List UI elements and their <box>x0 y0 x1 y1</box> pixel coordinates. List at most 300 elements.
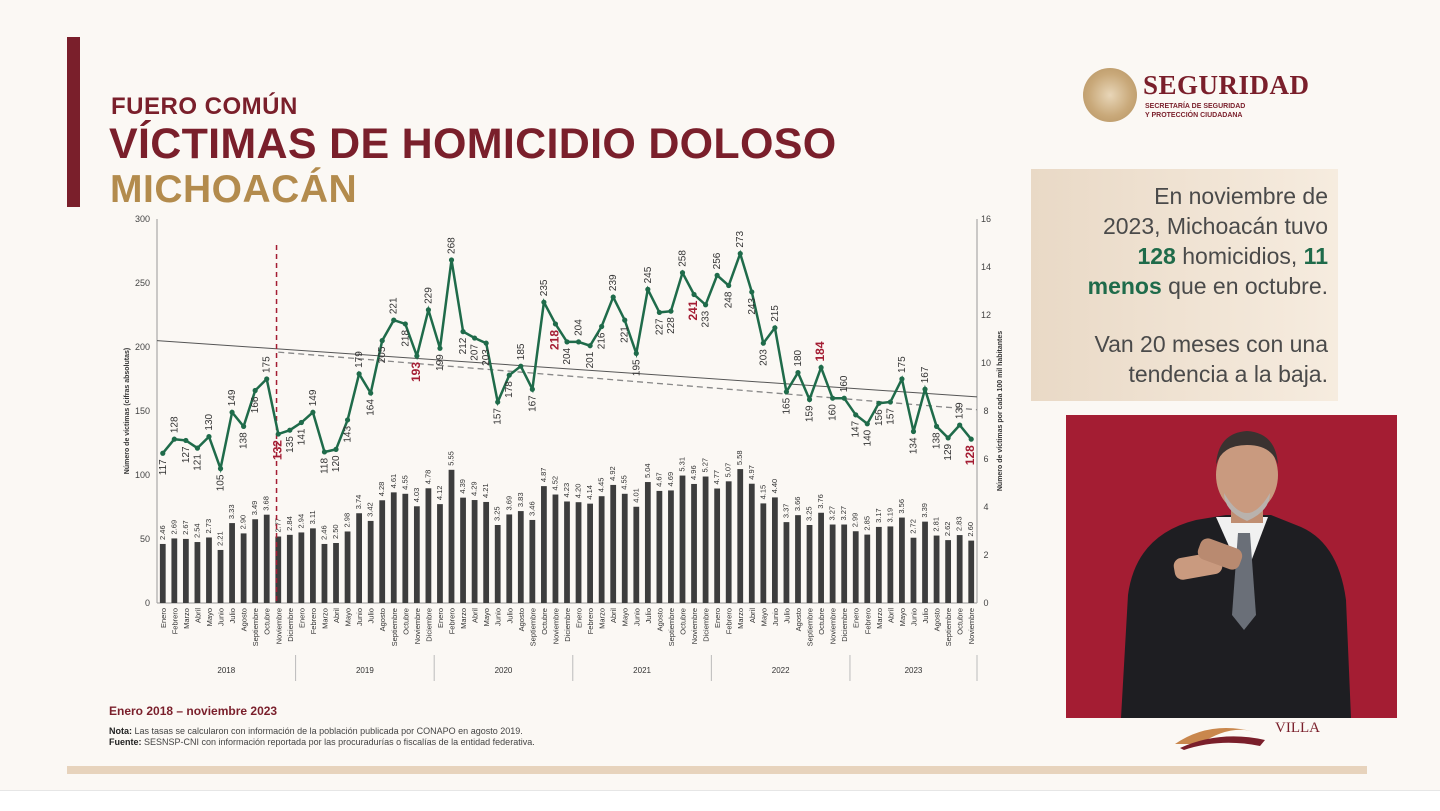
rate-bar-label: 2.69 <box>169 519 179 535</box>
victims-label: 204 <box>573 319 585 336</box>
rate-bar <box>922 522 928 603</box>
rate-bar <box>495 525 501 603</box>
victims-point <box>518 364 523 369</box>
y-right-tick-label: 4 <box>983 502 989 512</box>
rate-bar-label: 2.67 <box>180 520 190 535</box>
month-tick-label: Marzo <box>320 608 330 629</box>
victims-label: 245 <box>642 266 654 284</box>
victims-point <box>911 429 916 434</box>
victims-point <box>426 307 431 312</box>
rate-bar-label: 3.69 <box>504 495 514 511</box>
victims-label-highlight: 184 <box>813 341 828 362</box>
victims-point <box>576 339 581 344</box>
program-logo-text: VILLA <box>1275 720 1320 736</box>
month-tick-label: Julio <box>228 608 238 624</box>
rate-bar-label: 4.28 <box>377 481 387 497</box>
victims-label: 140 <box>862 429 874 447</box>
slide-title: VÍCTIMAS DE HOMICIDIO DOLOSO <box>109 120 837 168</box>
victims-point <box>680 270 685 275</box>
victims-label: 221 <box>388 297 400 315</box>
victims-label: 129 <box>943 443 955 461</box>
victims-point <box>322 449 327 454</box>
month-tick-label: Enero <box>851 608 861 629</box>
month-tick-label: Junio <box>770 608 780 626</box>
rate-bar-label: 3.25 <box>804 506 814 521</box>
victims-point <box>460 329 465 334</box>
rate-bar-label: 3.37 <box>781 503 791 519</box>
callout-line-4 <box>1028 271 1328 301</box>
month-tick-label: Agosto <box>239 608 249 632</box>
victims-point <box>414 353 419 358</box>
victims-point <box>472 335 477 340</box>
rate-bar-label: 4.40 <box>769 478 779 494</box>
rate-bar-label: 4.14 <box>585 485 595 500</box>
month-tick-label: Enero <box>158 608 168 629</box>
rate-bar <box>426 488 432 603</box>
rate-bar-label: 2.21 <box>215 531 225 546</box>
source-line <box>109 737 535 748</box>
note-label: Nota: <box>109 726 132 736</box>
victims-label: 235 <box>538 279 550 297</box>
rate-bar-label: 2.81 <box>931 516 941 532</box>
victims-label: 195 <box>631 359 643 377</box>
rate-bar <box>391 492 397 603</box>
rate-bar-label: 4.97 <box>746 465 756 480</box>
year-label: 2022 <box>771 666 790 675</box>
month-tick-label: Mayo <box>620 608 630 627</box>
period-label: Enero 2018 – noviembre 2023 <box>109 704 278 718</box>
year-label: 2023 <box>904 666 923 675</box>
rate-bar <box>703 477 709 603</box>
victims-point <box>218 466 223 471</box>
rate-bar-label: 2.98 <box>342 512 352 528</box>
month-tick-label: Febrero <box>308 608 318 635</box>
victims-point <box>403 321 408 326</box>
rate-bar-label: 3.17 <box>873 508 883 523</box>
rate-bar-label: 4.03 <box>411 487 421 503</box>
callout-paragraph-1 <box>1028 181 1328 301</box>
month-tick-label: Marzo <box>874 608 884 629</box>
rate-bar-label: 2.54 <box>192 523 202 539</box>
rate-bar <box>737 469 743 603</box>
y-left-tick-label: 0 <box>144 598 150 608</box>
victims-point <box>842 396 847 401</box>
y-left-tick-label: 300 <box>134 214 150 224</box>
victims-point <box>830 396 835 401</box>
victims-point <box>264 376 269 381</box>
victims-point <box>795 370 800 375</box>
y-right-tick-label: 14 <box>980 262 992 272</box>
rate-bar <box>171 538 177 603</box>
victims-point <box>391 318 396 323</box>
rate-bar-label: 4.20 <box>573 483 583 499</box>
victims-point <box>183 438 188 443</box>
rate-bar-label: 3.25 <box>492 506 502 521</box>
callout-value: 128 <box>1137 243 1176 269</box>
victims-point <box>530 387 535 392</box>
month-tick-label: Septiembre <box>251 608 261 647</box>
victims-label: 175 <box>896 356 908 373</box>
month-tick-label: Noviembre <box>690 608 700 645</box>
rate-bar <box>183 539 189 603</box>
rate-bar-label: 4.55 <box>400 475 410 490</box>
victims-point <box>876 401 881 406</box>
month-tick-label: Septiembre <box>389 608 399 647</box>
program-logo <box>1170 718 1340 750</box>
rate-bar <box>287 535 293 603</box>
month-tick-label: Diciembre <box>701 608 711 642</box>
y-right-tick-label: 2 <box>983 550 989 560</box>
rate-bar-label: 4.77 <box>712 469 722 485</box>
victims-label: 149 <box>227 389 239 407</box>
victims-label: 167 <box>527 395 539 412</box>
month-tick-label: Abril <box>609 608 619 624</box>
rate-bar <box>818 513 824 603</box>
victims-label: 160 <box>827 404 839 421</box>
rate-bar-label: 2.99 <box>850 512 860 528</box>
victims-label: 157 <box>492 408 504 425</box>
victims-label: 121 <box>192 454 204 471</box>
rate-bar <box>356 513 362 603</box>
rate-bar-label: 4.92 <box>608 466 618 481</box>
victims-point <box>587 343 592 348</box>
victims-label: 204 <box>562 347 573 365</box>
rate-bar <box>310 528 316 603</box>
rate-bar-label: 3.46 <box>527 501 537 516</box>
victims-label: 203 <box>758 349 770 366</box>
month-tick-label: Julio <box>782 608 792 624</box>
victims-label: 205 <box>377 346 389 364</box>
rate-bar-label: 4.23 <box>562 482 571 498</box>
month-tick-label: Junio <box>355 608 365 626</box>
month-tick-label: Octubre <box>401 608 411 635</box>
month-tick-label: Abril <box>332 608 342 624</box>
rate-bar-label: 3.42 <box>365 502 375 517</box>
month-tick-label: Julio <box>505 608 515 624</box>
month-tick-label: Mayo <box>343 608 353 627</box>
rate-bar <box>726 481 732 603</box>
month-tick-label: Octubre <box>955 608 965 635</box>
rate-bar <box>934 536 940 603</box>
rate-bar <box>160 544 166 603</box>
rate-bar-label: 2.62 <box>943 521 953 537</box>
note-line <box>109 726 535 737</box>
victims-point <box>495 399 500 404</box>
victims-point <box>310 410 315 415</box>
logo-subtitle <box>1145 102 1335 120</box>
victims-label-highlight: 241 <box>686 300 701 321</box>
rate-bar <box>876 527 882 603</box>
rate-bar-label: 4.78 <box>423 469 433 485</box>
rate-bar <box>691 484 697 603</box>
callout-diff-word: menos <box>1087 273 1162 299</box>
rate-bar <box>345 531 351 603</box>
rate-bar-label: 3.49 <box>250 500 260 516</box>
rate-bar-label: 4.15 <box>758 484 768 500</box>
interpreter-figure <box>1066 415 1397 718</box>
victims-label: 243 <box>746 297 758 315</box>
victims-label-highlight: 132 <box>270 440 285 461</box>
victims-point <box>206 434 211 439</box>
rate-bar-label: 3.66 <box>792 496 802 512</box>
rate-bar <box>633 507 639 603</box>
victims-label: 135 <box>284 436 296 453</box>
victims-label: 201 <box>585 351 597 369</box>
month-tick-label: Noviembre <box>828 608 838 645</box>
rate-bar-label: 4.39 <box>458 479 468 494</box>
month-tick-label: Abril <box>747 608 757 624</box>
month-tick-label: Agosto <box>932 608 942 632</box>
victims-point <box>634 351 639 356</box>
victims-label: 229 <box>423 287 435 304</box>
rate-bar <box>784 522 790 603</box>
rate-bar-label: 2.85 <box>862 515 872 531</box>
month-tick-label: Diciembre <box>424 608 434 642</box>
rate-bar <box>680 476 686 603</box>
victims-label: 139 <box>954 402 966 420</box>
victims-point <box>449 257 454 262</box>
rate-bar-label: 4.52 <box>550 475 560 491</box>
source-label: Fuente: <box>109 737 142 747</box>
year-label: 2020 <box>494 666 513 675</box>
logo-subtitle-line1: SECRETARÍA DE SEGURIDAD <box>1145 103 1246 110</box>
month-tick-label: Septiembre <box>528 608 538 647</box>
victims-point <box>726 283 731 288</box>
rate-bar <box>668 490 674 603</box>
rate-bar <box>864 535 870 603</box>
month-tick-label: Septiembre <box>666 608 676 647</box>
victims-point <box>922 387 927 392</box>
month-tick-label: Marzo <box>459 608 469 629</box>
logo-subtitle-line2: Y PROTECCIÓN CIUDADANA <box>1145 112 1243 119</box>
victims-point <box>899 376 904 381</box>
victims-point <box>703 302 708 307</box>
month-tick-label: Agosto <box>378 608 388 632</box>
victims-point <box>668 309 673 314</box>
victims-label: 216 <box>596 332 608 350</box>
callout-line-6: tendencia a la baja. <box>1128 361 1328 387</box>
rate-bar <box>414 506 420 603</box>
screen-bottom-edge <box>0 790 1440 811</box>
rate-bar <box>760 503 766 603</box>
victims-point <box>241 424 246 429</box>
victims-label: 207 <box>469 344 481 361</box>
rate-bar-label: 3.11 <box>307 510 317 525</box>
rate-bar <box>714 489 720 603</box>
y-left-tick-label: 50 <box>139 534 150 544</box>
month-tick-label: Noviembre <box>412 608 422 645</box>
rate-bar <box>772 497 778 603</box>
victims-point <box>541 300 546 305</box>
rate-bar-label: 4.87 <box>538 467 548 483</box>
victims-point <box>484 341 489 346</box>
rate-bar-label: 2.60 <box>966 521 976 537</box>
victims-point <box>761 341 766 346</box>
callout-line-1: En noviembre de <box>1154 183 1328 209</box>
national-seal-icon <box>1083 68 1137 122</box>
victims-label: 134 <box>908 437 920 455</box>
year-label: 2018 <box>217 666 236 675</box>
note-text: Las tasas se calcularon con información de la población publicada por CONAPO en agosto 2019. <box>132 726 523 736</box>
victims-label: 256 <box>712 252 724 270</box>
rate-bar <box>610 485 616 603</box>
victims-label: 199 <box>434 354 446 371</box>
month-tick-label: Febrero <box>724 608 734 635</box>
month-tick-label: Marzo <box>736 608 746 629</box>
victims-label: 138 <box>931 432 943 450</box>
rate-bar <box>402 494 408 603</box>
footnotes <box>109 726 535 748</box>
callout-line-5: Van 20 meses con una <box>1094 331 1328 357</box>
rate-bar <box>657 491 663 603</box>
month-tick-label: Febrero <box>447 608 457 635</box>
rate-bar <box>541 486 547 603</box>
rate-bar-label: 3.39 <box>920 503 930 518</box>
rate-bar-label: 3.74 <box>354 494 364 510</box>
month-tick-label: Noviembre <box>967 608 977 645</box>
rate-bar <box>645 482 651 603</box>
rate-bar <box>483 502 489 603</box>
victims-label: 212 <box>458 337 470 355</box>
month-tick-label: Septiembre <box>805 608 815 647</box>
rate-bar <box>379 500 385 603</box>
victims-point <box>276 431 281 436</box>
victims-point <box>645 287 650 292</box>
rate-bar <box>830 525 836 603</box>
victims-label: 167 <box>920 366 932 384</box>
rate-bar <box>887 526 893 603</box>
victims-label: 156 <box>873 409 885 427</box>
victims-label: 227 <box>654 318 666 336</box>
victims-point <box>853 412 858 417</box>
month-tick-label: Enero <box>435 608 445 629</box>
rate-bar <box>322 544 328 603</box>
victims-label: 164 <box>365 399 377 416</box>
rate-bar-label: 4.21 <box>481 483 491 498</box>
rate-bar-label: 4.45 <box>596 477 606 493</box>
rate-bar <box>587 504 593 603</box>
victims-point <box>160 451 165 456</box>
rate-bar-label: 3.76 <box>816 494 826 509</box>
rate-bar-label: 4.29 <box>469 481 479 497</box>
month-tick-label: Mayo <box>204 608 214 627</box>
victims-point <box>368 390 373 395</box>
month-tick-label: Abril <box>886 608 896 624</box>
victims-point <box>818 365 823 370</box>
rate-bar <box>749 484 755 603</box>
victims-label: 239 <box>608 274 620 292</box>
month-tick-label: Agosto <box>655 608 665 632</box>
y-right-tick-label: 16 <box>980 214 992 224</box>
month-tick-label: Marzo <box>597 608 607 629</box>
rate-bar <box>437 504 443 603</box>
month-tick-label: Abril <box>193 608 203 624</box>
victims-label: 159 <box>804 405 816 423</box>
callout-diff: 11 <box>1303 243 1328 269</box>
month-tick-label: Noviembre <box>274 608 284 645</box>
victims-label: 128 <box>169 416 181 434</box>
month-tick-label: Octubre <box>678 608 688 635</box>
rate-bar-label: 2.84 <box>284 516 294 531</box>
y-left-tick-label: 100 <box>134 470 150 480</box>
victims-label-highlight: 128 <box>963 445 978 466</box>
month-tick-label: Junio <box>216 608 226 626</box>
victims-point <box>865 421 870 426</box>
rate-bar-label: 2.46 <box>157 525 167 540</box>
rate-bar <box>449 470 455 603</box>
rate-bar <box>518 511 524 603</box>
summary-callout <box>1031 169 1338 401</box>
month-tick-label: Mayo <box>897 608 907 627</box>
victims-point <box>229 410 234 415</box>
callout-line-4-text: que en octubre. <box>1161 273 1328 299</box>
victims-label: 165 <box>781 397 793 415</box>
rate-bar <box>298 532 304 603</box>
victims-label: 178 <box>504 381 516 398</box>
victims-label: 268 <box>446 237 458 254</box>
victims-label: 120 <box>331 455 343 473</box>
callout-line-3 <box>1028 241 1328 271</box>
rate-bar-label: 2.72 <box>908 519 918 534</box>
rate-bar-label: 5.04 <box>642 463 652 479</box>
victims-label: 221 <box>619 326 631 343</box>
victims-label: 215 <box>769 305 781 322</box>
victims-label: 118 <box>319 457 331 474</box>
rate-bar <box>206 537 212 603</box>
month-tick-label: Enero <box>297 608 307 629</box>
month-tick-label: Septiembre <box>944 608 954 647</box>
month-tick-label: Octubre <box>262 608 272 635</box>
victims-point <box>957 422 962 427</box>
month-tick-label: Octubre <box>817 608 827 635</box>
victims-point <box>345 417 350 422</box>
month-tick-label: Junio <box>909 608 919 626</box>
month-tick-label: Octubre <box>539 608 549 635</box>
rate-bar-label: 4.96 <box>689 465 699 480</box>
rate-bar <box>241 533 247 603</box>
rate-bar-label: 2.94 <box>296 513 306 529</box>
y-right-tick-label: 8 <box>983 406 989 416</box>
year-label: 2019 <box>355 666 374 675</box>
victims-label: 143 <box>342 425 354 443</box>
rate-bar-label: 5.07 <box>723 462 733 478</box>
month-tick-label: Febrero <box>586 608 596 635</box>
rate-bar <box>229 523 235 603</box>
rate-bar-label: 2.50 <box>331 524 341 539</box>
month-tick-label: Enero <box>574 608 584 629</box>
victims-label: 185 <box>515 343 527 361</box>
victims-point <box>507 373 512 378</box>
victims-point <box>333 447 338 452</box>
victims-label: 228 <box>665 317 677 334</box>
rate-bar <box>564 501 570 603</box>
victims-label: 127 <box>180 446 192 464</box>
victims-label: 258 <box>677 250 689 267</box>
month-tick-label: Diciembre <box>285 608 295 642</box>
rate-bar-label: 3.33 <box>227 504 237 520</box>
rate-bar <box>911 538 917 603</box>
rate-bar <box>333 543 339 603</box>
victims-point <box>969 437 974 442</box>
victims-label-highlight: 218 <box>547 329 562 350</box>
victims-point <box>564 339 569 344</box>
victims-point <box>738 251 743 256</box>
callout-line-2: 2023, Michoacán tuvo <box>1102 213 1328 239</box>
victims-point <box>934 424 939 429</box>
rate-bar-label: 3.83 <box>515 492 525 508</box>
bottom-strip <box>67 766 1367 774</box>
y-right-tick-label: 12 <box>980 310 992 320</box>
